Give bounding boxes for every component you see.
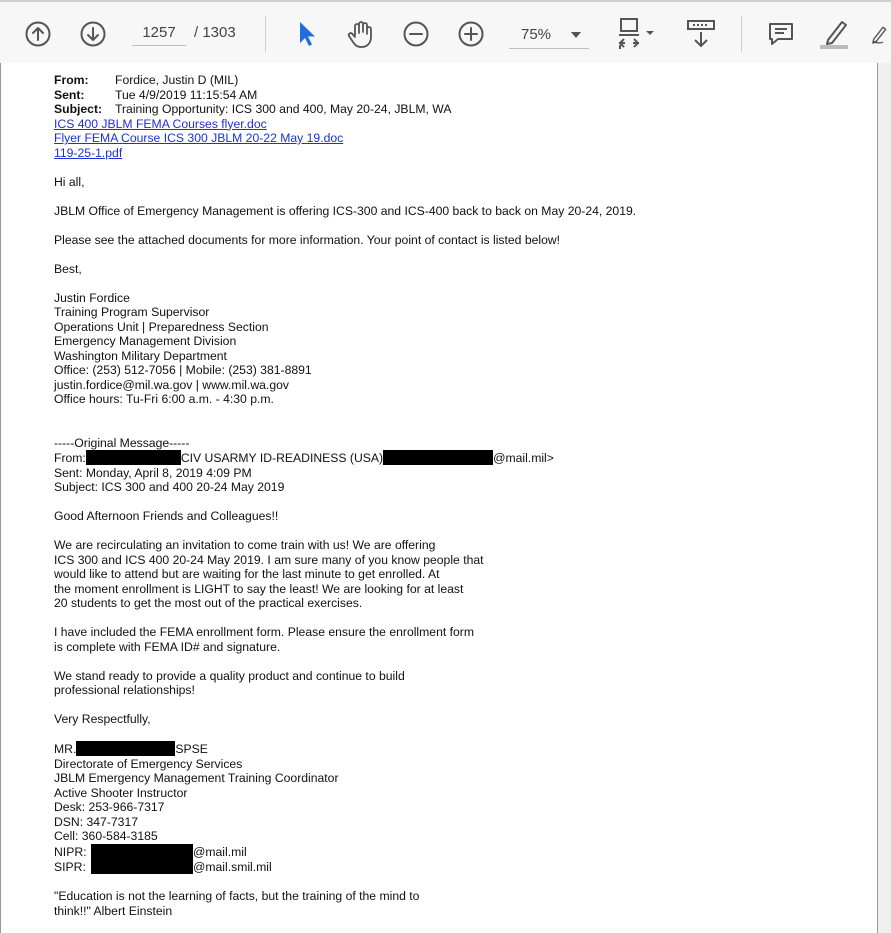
body-line: I have included the FEMA enrollment form. Please ensure the enrollment form (54, 625, 474, 639)
body-paragraph: JBLM Office of Emergency Management is offering ICS-300 and ICS-400 back to back on May 20-24, 2019. (54, 203, 637, 218)
attachment-link[interactable]: Flyer FEMA Course ICS 300 JBLM 20-22 May 19.doc (54, 131, 344, 145)
signature-line: Washington Military Department (54, 348, 227, 363)
signature-line: Justin Fordice (54, 290, 130, 305)
quote-line: think!!" Albert Einstein (54, 903, 173, 918)
nipr-row (54, 844, 854, 860)
vertical-scrollbar[interactable] (878, 63, 891, 933)
original-from-name: CIV USARMY ID-READINESS (USA) (180, 451, 384, 465)
draw-icon[interactable] (871, 18, 891, 50)
sig2-title: MR. (54, 742, 77, 756)
redaction-box (383, 450, 493, 465)
subject-value: Training Opportunity: ICS 300 and 400, May 20-24, JBLM, WA (115, 102, 452, 116)
original-subject: Subject: ICS 300 and 400 20-24 May 2019 (54, 480, 285, 494)
body-line: We are recirculating an invitation to come train with us! We are offering (54, 538, 436, 552)
body-line: would like to attend but are waiting for the last minute to get enrolled. At (54, 567, 440, 581)
hand-tool-icon[interactable] (346, 19, 376, 49)
zoom-select[interactable] (509, 20, 589, 49)
sipr-row (54, 859, 854, 875)
email-subject-row (54, 102, 854, 117)
body-paragraph: Please see the attached documents for more information. Your point of contact is listed below! (54, 232, 561, 247)
redaction-box (86, 450, 181, 465)
signature2-name-row (54, 741, 854, 757)
original-message-header: -----Original Message----- (54, 435, 190, 450)
body-line: is complete with FEMA ID# and signature. (54, 639, 281, 654)
sent-label: Sent: (54, 87, 85, 102)
pdf-page (0, 63, 878, 933)
sipr-email: @mail.smil.mil (193, 860, 272, 874)
email-from-row (54, 73, 854, 88)
toolbar-divider (741, 16, 742, 52)
signature-line: Training Program Supervisor (54, 305, 210, 319)
original-greeting: Good Afternoon Friends and Colleagues!! (54, 509, 279, 523)
signature2-line: Directorate of Emergency Services (54, 756, 243, 771)
nipr-label: NIPR: (54, 844, 87, 859)
signature2-line: Cell: 360-584-3185 (54, 829, 158, 843)
arrow-up-circle-icon[interactable] (25, 21, 51, 47)
quote-line: "Education is not the learning of facts, but the training of the mind to (54, 889, 420, 903)
body-line: professional relationships! (54, 683, 195, 697)
arrow-down-circle-icon[interactable] (80, 21, 106, 47)
signature2-line: JBLM Emergency Management Training Coordinator (54, 771, 339, 785)
redaction-box (91, 844, 193, 859)
fit-page-icon[interactable] (615, 17, 657, 51)
zoom-out-icon[interactable] (403, 21, 429, 47)
sipr-label: SIPR: (54, 860, 86, 874)
redaction-box (76, 741, 175, 756)
signature-line: Office hours: Tu-Fri 6:00 a.m. - 4:30 p.m. (54, 392, 274, 406)
original-from-email: @mail.mil> (493, 451, 554, 465)
body-line: ICS 300 and ICS 400 20-24 May 2019. I am sure many of you know people that (54, 552, 484, 567)
signature-line: Emergency Management Division (54, 334, 237, 348)
original-closing: Very Respectfully, (54, 712, 151, 726)
zoom-in-icon[interactable] (458, 21, 484, 47)
signature2-line: Active Shooter Instructor (54, 785, 188, 800)
body-line: We stand ready to provide a quality product and continue to build (54, 668, 405, 683)
highlight-icon[interactable] (818, 18, 852, 50)
subject-label: Subject: (54, 102, 103, 116)
closing: Best, (54, 261, 82, 276)
attachment-link[interactable]: 119-25-1.pdf (54, 145, 123, 160)
signature2-line: DSN: 347-7317 (54, 814, 139, 829)
page-number-input[interactable] (132, 20, 186, 46)
original-sent: Sent: Monday, April 8, 2019 4:09 PM (54, 465, 252, 480)
signature-line: Operations Unit | Preparedness Section (54, 319, 269, 334)
sent-value: Tue 4/9/2019 11:15:54 AM (115, 87, 258, 102)
from-value: Fordice, Justin D (MIL) (115, 73, 239, 87)
scroll-mode-icon[interactable] (686, 18, 716, 50)
signature-block (54, 291, 854, 407)
signature-line: justin.fordice@mil.wa.gov | www.mil.wa.gov (54, 377, 289, 392)
sig2-suffix: SPSE (175, 742, 208, 756)
original-from-row (54, 450, 854, 466)
comment-icon[interactable] (767, 20, 795, 48)
signature2-line: Desk: 253-966-7317 (54, 800, 165, 814)
from-label: From: (54, 73, 89, 87)
email-sent-row (54, 88, 854, 103)
chevron-down-icon (571, 32, 581, 38)
email-document (54, 73, 854, 918)
original-from-label: From: (54, 451, 86, 465)
zoom-value: 75% (521, 26, 552, 43)
signature-line: Office: (253) 512-7056 | Mobile: (253) 381-8891 (54, 363, 312, 377)
page-total: / 1303 (194, 24, 236, 41)
body-line: the moment enrollment is LIGHT to say the least! We are looking for at least (54, 581, 464, 596)
greeting: Hi all, (54, 174, 85, 189)
body-line: 20 students to get the most out of the practical exercises. (54, 596, 363, 610)
attachment-link[interactable]: ICS 400 JBLM FEMA Courses flyer.doc (54, 116, 267, 131)
pdf-toolbar (0, 0, 891, 64)
toolbar-divider (265, 16, 266, 52)
select-pointer-icon[interactable] (296, 20, 318, 48)
redaction-box (91, 859, 193, 874)
nipr-email: @mail.mil (193, 844, 247, 859)
